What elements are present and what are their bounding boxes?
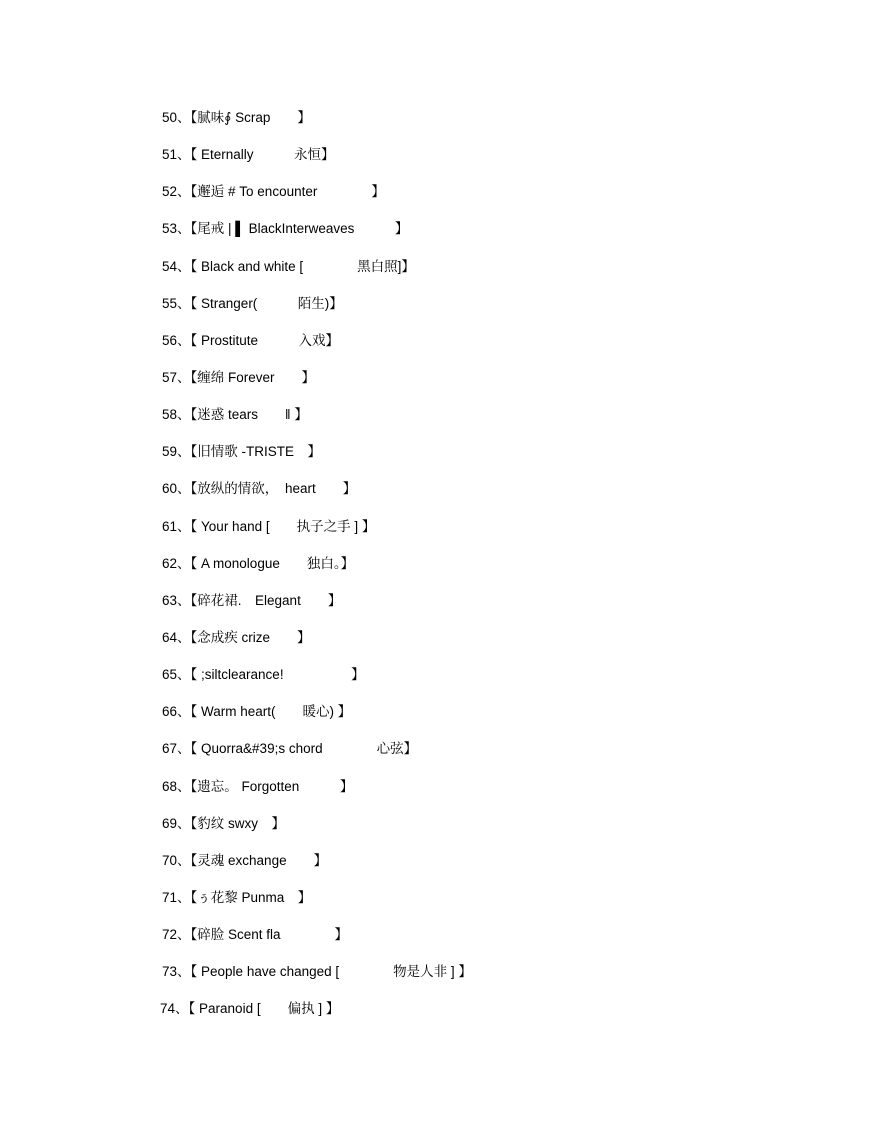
item-separator: 、 bbox=[177, 369, 191, 385]
item-text: 【ぅ花黎 Punma 】 bbox=[190, 889, 312, 905]
item-number: 54 bbox=[162, 258, 178, 274]
item-separator: 、 bbox=[177, 667, 191, 683]
item-separator: 、 bbox=[177, 332, 191, 348]
item-text: 【 Prostitute 入戏】 bbox=[190, 332, 340, 348]
item-text: 【 Black and white [ 黑白照]】 bbox=[190, 258, 415, 274]
item-number: 66 bbox=[162, 704, 178, 720]
list-item bbox=[162, 517, 842, 554]
item-separator: 、 bbox=[177, 221, 191, 237]
item-number: 56 bbox=[162, 332, 178, 348]
item-number: 69 bbox=[162, 815, 178, 831]
list-item bbox=[162, 219, 842, 256]
item-text: 【放纵的情欲， heart 】 bbox=[190, 481, 357, 497]
item-text: 【 Quorra&#39;s chord 心弦】 bbox=[190, 741, 418, 757]
list-item bbox=[160, 999, 842, 1036]
item-number: 51 bbox=[162, 147, 178, 163]
list-item bbox=[162, 442, 842, 479]
list-item bbox=[162, 628, 842, 665]
item-number: 67 bbox=[162, 741, 178, 757]
list-item bbox=[162, 814, 842, 851]
item-text: 【 Eternally 永恒】 bbox=[190, 147, 335, 163]
item-text: 【 A monologue 独白。】 bbox=[190, 555, 355, 571]
list-item bbox=[162, 702, 842, 739]
list-item bbox=[162, 145, 842, 182]
item-separator: 、 bbox=[177, 555, 191, 571]
item-number: 58 bbox=[162, 407, 178, 423]
item-text: 【尾戒 | ▌ BlackInterweaves 】 bbox=[190, 221, 409, 237]
item-number: 63 bbox=[162, 592, 178, 608]
list-item bbox=[162, 777, 842, 814]
item-number: 55 bbox=[162, 295, 178, 311]
item-number: 57 bbox=[162, 369, 178, 385]
item-separator: 、 bbox=[177, 592, 191, 608]
item-number: 50 bbox=[162, 110, 178, 125]
item-separator: 、 bbox=[177, 295, 191, 311]
item-number: 53 bbox=[162, 221, 178, 237]
item-number: 61 bbox=[162, 518, 178, 534]
list-item bbox=[162, 851, 842, 888]
item-number: 71 bbox=[162, 889, 178, 905]
item-text: 【 People have changed [ 物是人非 ] 】 bbox=[190, 964, 472, 980]
item-number: 73 bbox=[162, 964, 178, 980]
item-text: 【迷惑 tears ‖ 】 bbox=[190, 407, 308, 423]
list-item bbox=[162, 591, 842, 628]
item-text: 【灵魂 exchange 】 bbox=[190, 852, 328, 868]
list-item bbox=[162, 405, 842, 442]
item-separator: 、 bbox=[177, 518, 191, 534]
list-item bbox=[162, 368, 842, 405]
item-separator: 、 bbox=[177, 184, 191, 200]
item-number: 52 bbox=[162, 184, 178, 200]
item-list bbox=[162, 108, 842, 1037]
item-number: 65 bbox=[162, 667, 178, 683]
item-separator: 、 bbox=[177, 741, 191, 757]
item-separator: 、 bbox=[177, 927, 191, 943]
item-separator: 、 bbox=[177, 964, 191, 980]
item-number: 59 bbox=[162, 444, 178, 460]
item-separator: 、 bbox=[177, 258, 191, 274]
item-text: 【遗忘。 Forgotten 】 bbox=[190, 778, 354, 794]
list-item bbox=[162, 294, 842, 331]
item-separator: 、 bbox=[177, 704, 191, 720]
item-text: 【 Your hand [ 执子之手 ] 】 bbox=[190, 518, 376, 534]
item-separator: 、 bbox=[177, 407, 191, 423]
item-separator: 、 bbox=[177, 852, 191, 868]
item-number: 72 bbox=[162, 927, 178, 943]
list-item bbox=[162, 108, 842, 145]
item-number: 60 bbox=[162, 481, 178, 497]
item-text: 【念成疾 crize 】 bbox=[190, 629, 311, 645]
list-item bbox=[162, 479, 842, 516]
item-text: 【 Warm heart( 暖心) 】 bbox=[190, 704, 352, 720]
item-separator: 、 bbox=[177, 110, 191, 125]
list-item bbox=[162, 554, 842, 591]
item-text: 【 ;siltclearance! 】 bbox=[190, 667, 365, 683]
item-separator: 、 bbox=[177, 444, 191, 460]
item-text: 【邂逅 # To encounter 】 bbox=[190, 184, 385, 200]
list-item bbox=[162, 331, 842, 368]
item-number: 64 bbox=[162, 629, 178, 645]
list-item bbox=[162, 888, 842, 925]
item-text: 【 Paranoid [ 偏执 ] 】 bbox=[188, 1001, 340, 1017]
item-text: 【碎花裙. Elegant 】 bbox=[190, 592, 342, 608]
list-item bbox=[162, 665, 842, 702]
item-text: 【豹纹 swxy 】 bbox=[190, 815, 286, 831]
list-item bbox=[162, 925, 842, 962]
item-text: 【碎脸 Scent fla 】 bbox=[190, 927, 349, 943]
item-number: 70 bbox=[162, 852, 178, 868]
item-separator: 、 bbox=[177, 778, 191, 794]
item-separator: 、 bbox=[177, 629, 191, 645]
item-separator: 、 bbox=[177, 889, 191, 905]
item-number: 74 bbox=[160, 1001, 176, 1017]
item-text: 【缠绵 Forever 】 bbox=[190, 369, 316, 385]
list-item bbox=[162, 739, 842, 776]
item-separator: 、 bbox=[177, 481, 191, 497]
item-text: 【腻味∮ Scrap 】 bbox=[190, 110, 311, 125]
item-separator: 、 bbox=[177, 815, 191, 831]
item-number: 62 bbox=[162, 555, 178, 571]
item-separator: 、 bbox=[175, 1001, 189, 1017]
list-item bbox=[162, 257, 842, 294]
list-item bbox=[162, 962, 842, 999]
list-item bbox=[162, 182, 842, 219]
item-number: 68 bbox=[162, 778, 178, 794]
item-text: 【旧情歌 -TRISTE 】 bbox=[190, 444, 322, 460]
item-text: 【 Stranger( 陌生)】 bbox=[190, 295, 343, 311]
item-separator: 、 bbox=[177, 147, 191, 163]
